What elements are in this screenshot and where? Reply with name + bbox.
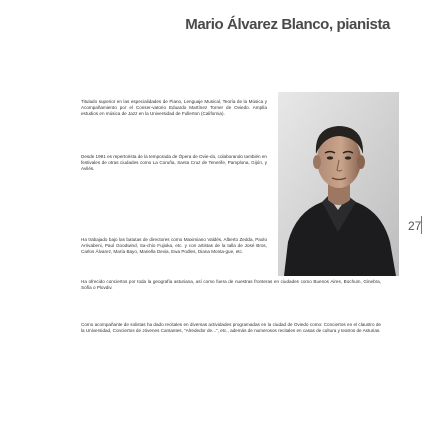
page-number: 27: [408, 219, 422, 233]
title-separator: ,: [328, 16, 333, 33]
performer-role: pianista: [336, 16, 390, 33]
page-number-rule: [421, 216, 422, 234]
bio-paragraph-opera: Desde 1991 es repertorista de la temporada de Ópera de Ovie-do, colaborando también en festivales de otras ciudades como La Coruña, Santa Cruz de Tenerife, Pamplona, Gijón, y Avilés.: [81, 154, 267, 172]
portrait-illustration: [278, 92, 399, 276]
performer-name: Mario Álvarez Blanco: [185, 16, 329, 33]
bio-paragraph-education: Titulado superior en las especialidades de Piano, Lenguaje Musical, Teoría de la Música y Acompañamiento por el Conser-vatorio Eduardo Martínez Torner de Oviedo. Amplía estudios en música de Jazz en la Universidad de Fullerton (California).: [81, 99, 267, 117]
portrait-photo: [278, 92, 399, 276]
bio-paragraph-collaborations: Ha trabajado bajo las batutas de directores como Maximiano Valdés, Alberto Zedda, Paolo Arrivabeni, Paul Goodwind, Sa-chio Fujioka, etc. y con artistas de la talla de José Bros, Carlos Álvarez, María Bayo, Mariella Devia, Ewa Podles, Diana Monta-gue, etc.: [81, 237, 267, 255]
page-title: [140, 16, 390, 33]
bio-paragraph-recitals: Como acompañante de solistas ha dado recitales en diversas actividades programadas en la ciudad de Oviedo como: Conciertos en el claustro de la Universidad, Conciertos de Jóvenes Cantantes, "Alrededor de...", etc., además de numerosos recitales en casas de cultura y teatros de Asturias.: [81, 322, 381, 334]
bio-paragraph-concerts: Ha ofrecido conciertos por toda la geografía asturiana, así como fuera de nuestras fronteras en ciudades como Buenos Aires, Bochum, Ginebra, Sofía o Plovdiv.: [81, 279, 381, 291]
